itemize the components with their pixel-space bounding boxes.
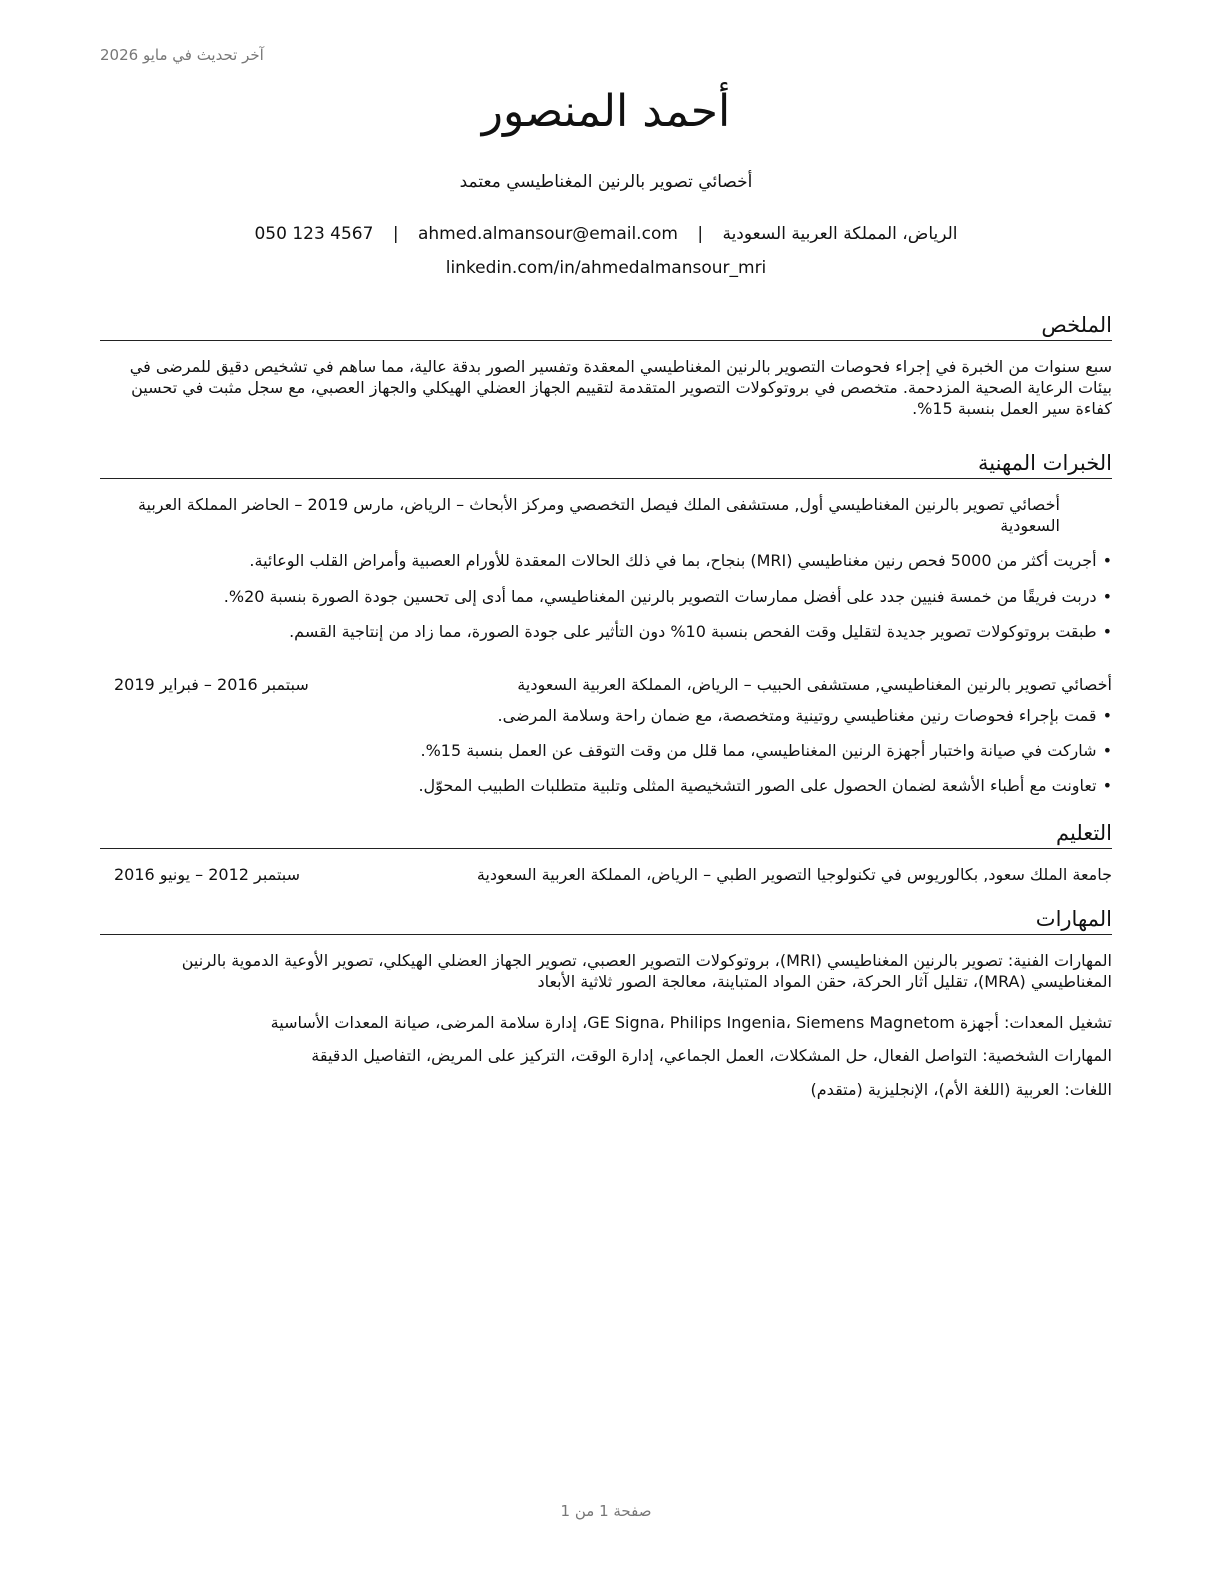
summary-text: سبع سنوات من الخبرة في إجراء فحوصات التصوير بالرنين المغناطيسي المعقدة وتفسير الصور بدقة عالية، مما ساهم في تشخيص دقيق للمرضى في بيئات الرعاية الصحية المزدحمة. متخصص في بروتوكولات التصوير المتقدمة لتقييم الجهاز العضلي الهيكلي والجهاز العصبي، مع سجل مثبت في تحسين كفاءة سير العمل بنسبة 15%. <box>129 357 1112 418</box>
bullet-dot-icon: • <box>1102 706 1112 725</box>
skills-heading: المهارات <box>100 906 1112 935</box>
job-2-bullet: •شاركت في صيانة واختبار أجهزة الرنين المغناطيسي، مما قلل من وقت التوقف عن العمل بنسبة 15%. <box>420 741 1112 760</box>
job-1-header: أخصائي تصوير بالرنين المغناطيسي أول, مستشفى الملك فيصل التخصصي ومركز الأبحاث – الرياض، مارس 2019 – الحاضر المملكة العربية السعودية <box>137 495 1060 535</box>
candidate-title: أخصائي تصوير بالرنين المغناطيسي معتمد <box>459 172 753 192</box>
contact-location: الرياض، المملكة العربية السعودية <box>722 224 958 244</box>
job-2-bullet: •تعاونت مع أطباء الأشعة لضمان الحصول على الصور التشخيصية المثلى وتلبية متطلبات الطبيب المحوّل. <box>418 776 1112 795</box>
bullet-dot-icon: • <box>1102 587 1112 606</box>
contact-separator: | <box>697 224 704 244</box>
education-heading: التعليم <box>100 820 1112 849</box>
job-1-bullet: •دربت فريقًا من خمسة فنيين جدد على أفضل ممارسات التصوير بالرنين المغناطيسي، مما أدى إلى تحسين جودة الصورة بنسبة 20%. <box>223 587 1112 606</box>
job-2-bullet: •قمت بإجراء فحوصات رنين مغناطيسي روتينية ومتخصصة، مع ضمان راحة وسلامة المرضى. <box>497 706 1112 725</box>
candidate-name: أحمد المنصور <box>481 86 731 137</box>
contact-email[interactable]: ahmed.almansour@email.com <box>417 224 678 244</box>
bullet-dot-icon: • <box>1102 551 1112 570</box>
page-indicator: صفحة 1 من 1 <box>560 1502 652 1520</box>
job-1-bullet: •طبقت بروتوكولات تصوير جديدة لتقليل وقت الفحص بنسبة 10% دون التأثير على جودة الصورة، مما زاد من إنتاجية القسم. <box>289 622 1112 641</box>
skills-soft: المهارات الشخصية: التواصل الفعال، حل المشكلات، العمل الجماعي، إدارة الوقت، التركيز على المريض، التفاصيل الدقيقة <box>311 1046 1112 1065</box>
skills-equipment: تشغيل المعدات: أجهزة GE Signa، Philips Ingenia، Siemens Magnetom، إدارة سلامة المرضى، صيانة المعدات الأساسية <box>270 1013 1112 1032</box>
job-2-role: أخصائي تصوير بالرنين المغناطيسي, مستشفى الحبيب – الرياض، المملكة العربية السعودية <box>517 675 1112 694</box>
contact-separator: | <box>392 224 399 244</box>
education-entry: جامعة الملك سعود, بكالوريوس في تكنولوجيا التصوير الطبي – الرياض، المملكة العربية السعودية <box>476 865 1112 884</box>
resume-page <box>100 0 1112 1584</box>
contact-line <box>100 224 1112 244</box>
skills-languages: اللغات: العربية (اللغة الأم)، الإنجليزية (متقدم) <box>810 1080 1112 1099</box>
bullet-dot-icon: • <box>1102 622 1112 641</box>
experience-heading: الخبرات المهنية <box>100 450 1112 479</box>
bullet-dot-icon: • <box>1102 741 1112 760</box>
linkedin-link[interactable]: linkedin.com/in/ahmedalmansour_mri <box>445 258 767 278</box>
job-2-dates: سبتمبر 2016 – فبراير 2019 <box>114 675 309 694</box>
summary-heading: الملخص <box>100 312 1112 341</box>
last-updated-note: آخر تحديث في مايو 2026 <box>100 46 264 64</box>
skills-technical: المهارات الفنية: تصوير بالرنين المغناطيسي (MRI)، بروتوكولات التصوير العصبي، تصوير الجهاز العضلي الهيكلي، تصوير الأوعية الدموية بالرنين المغناطيسي (MRA)، تقليل آثار الحركة، حقن المواد المتباينة، معالجة الصور ثلاثية الأبعاد <box>181 951 1112 991</box>
job-1-bullet: •أجريت أكثر من 5000 فحص رنين مغناطيسي (MRI) بنجاح، بما في ذلك الحالات المعقدة للأورام العصبية وأمراض القلب الوعائية. <box>249 551 1112 570</box>
contact-phone: 050 123 4567 <box>254 224 374 244</box>
education-dates: سبتمبر 2012 – يونيو 2016 <box>114 865 301 884</box>
bullet-dot-icon: • <box>1102 776 1112 795</box>
